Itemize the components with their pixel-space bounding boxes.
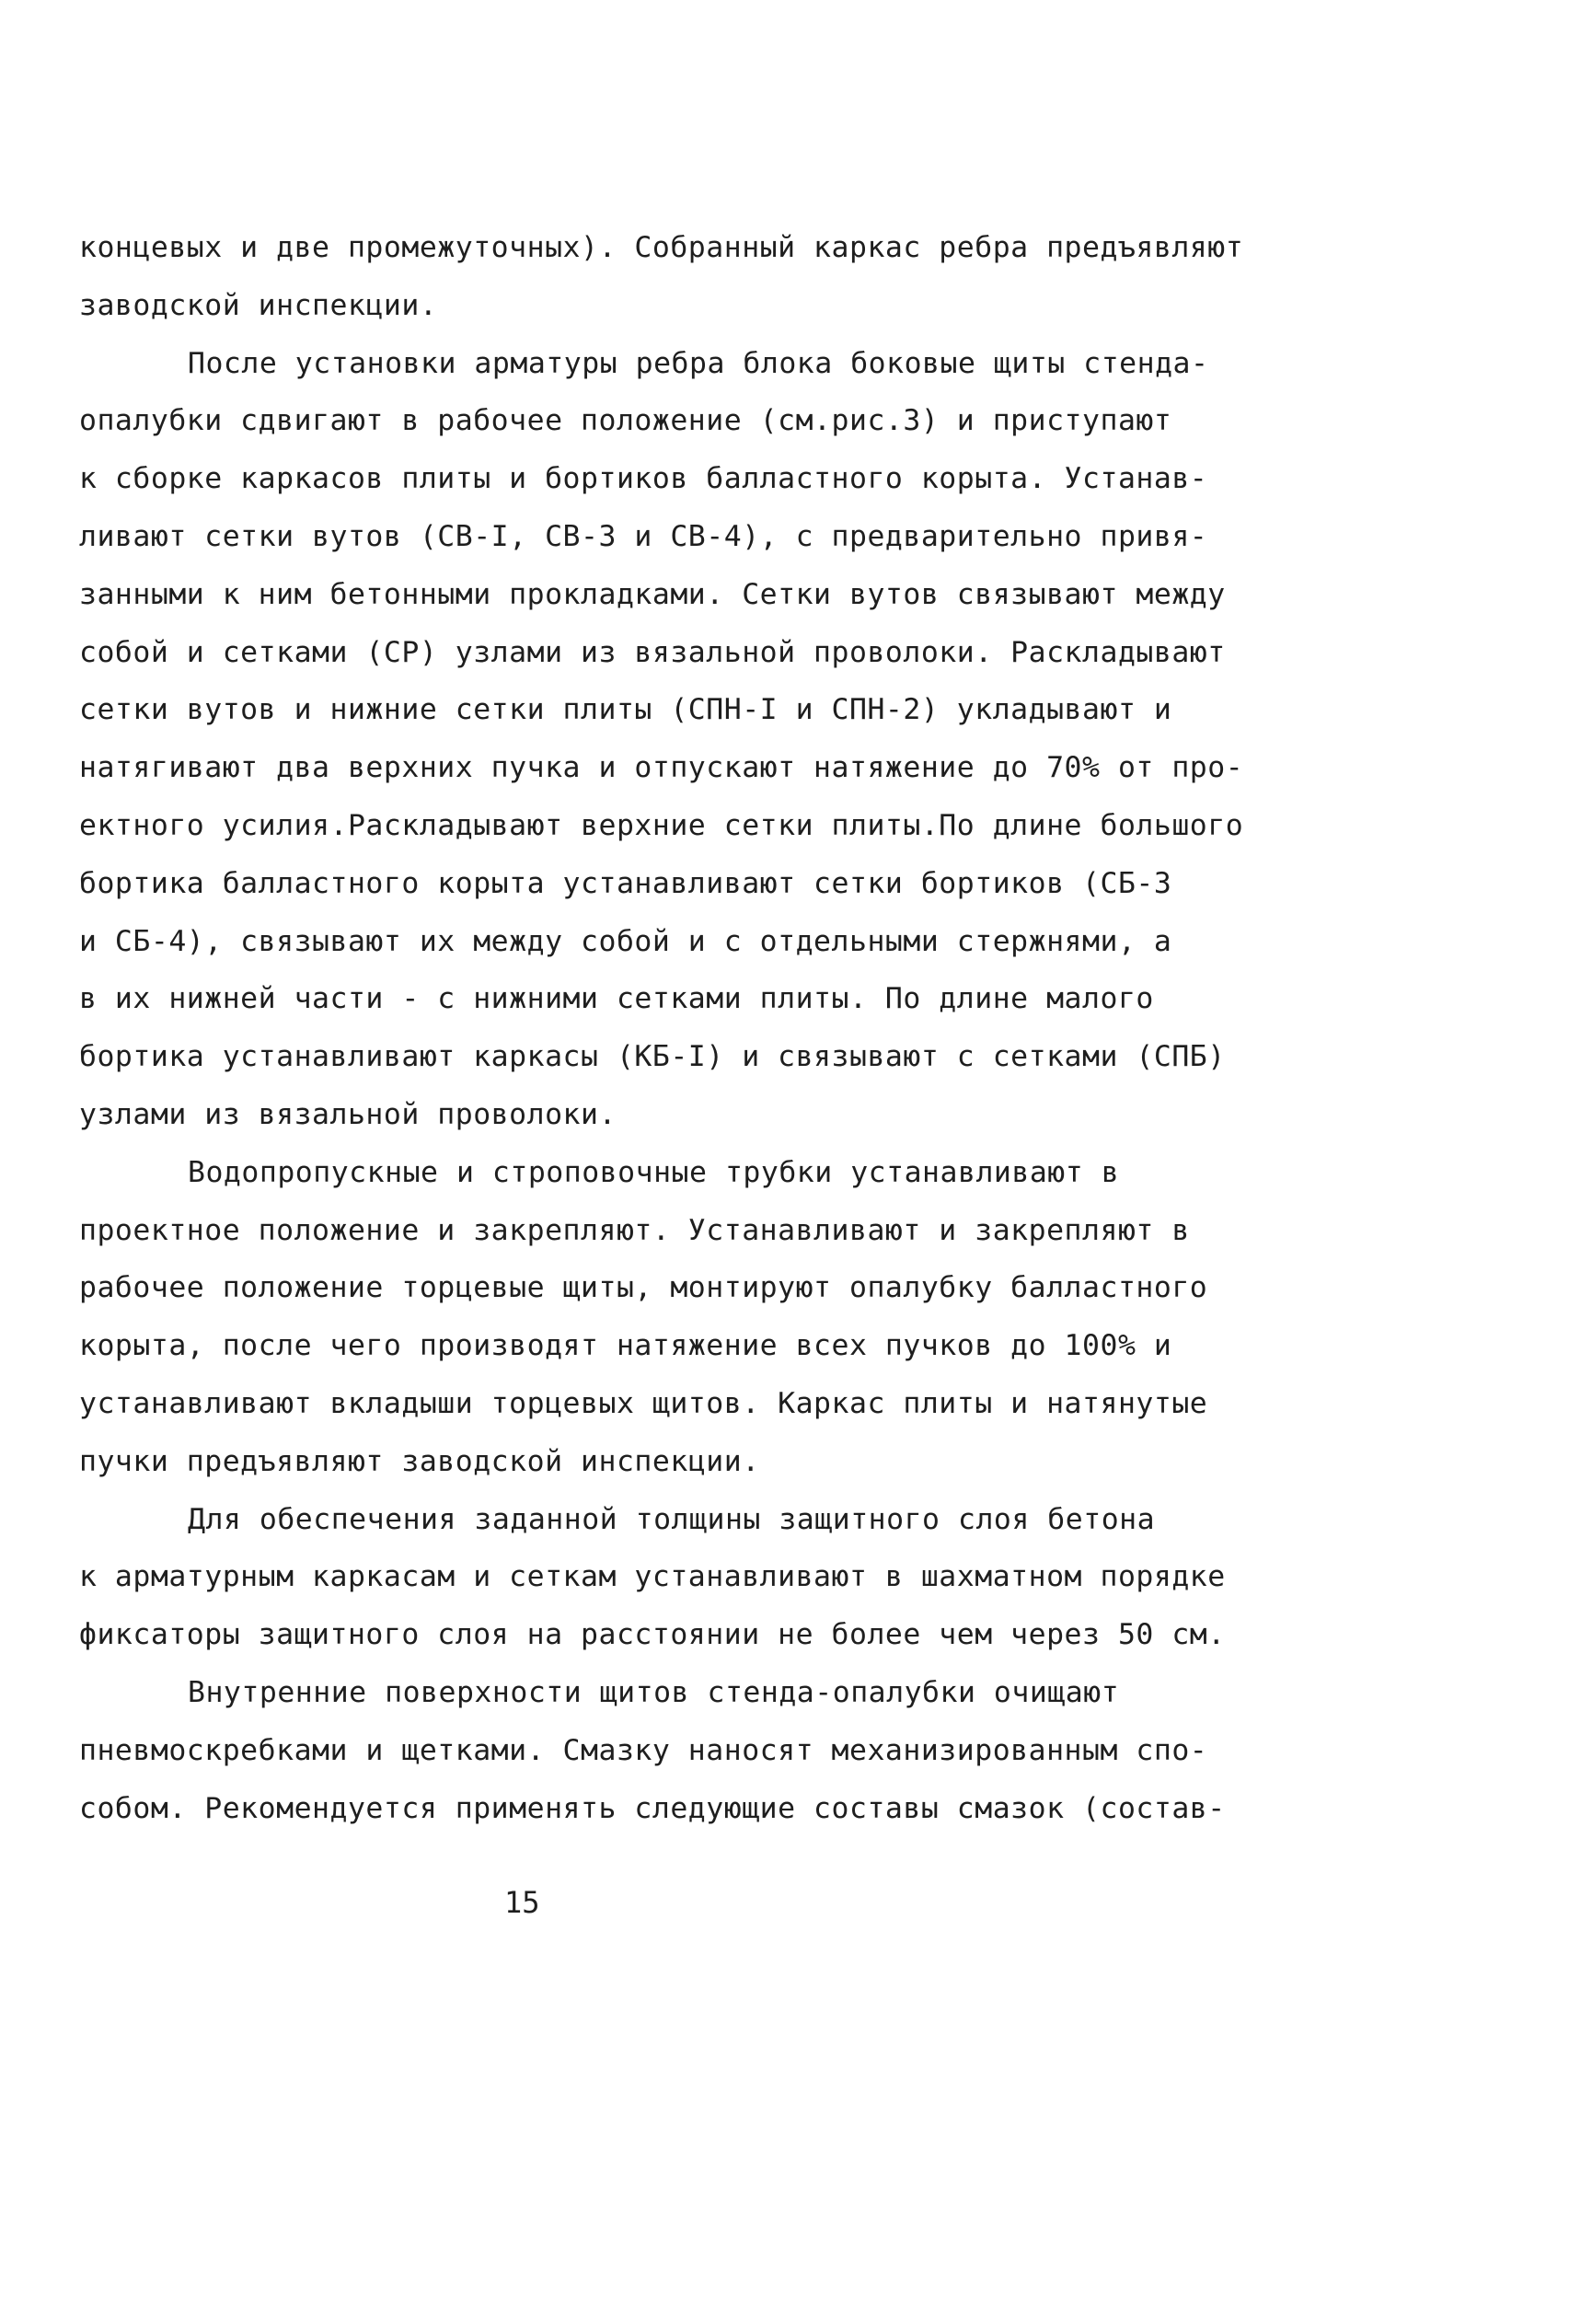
body-text <box>79 219 1266 1837</box>
text-line: концевых и две промежуточных). Собранный каркас ребра предъявляют <box>79 231 1244 264</box>
text-line: бортика устанавливают каркасы (КБ-I) и связывают с сетками (СПБ) <box>79 1040 1226 1074</box>
text-line: узлами из вязальной проволоки. <box>79 1097 617 1131</box>
text-line: ливают сетки вутов (СВ-I, СВ-3 и СВ-4), с предварительно привя- <box>79 519 1208 553</box>
text-line: пучки предъявляют заводской инспекции. <box>79 1444 760 1478</box>
text-line: к арматурным каркасам и сеткам устанавливают в шахматном порядке <box>79 1560 1226 1594</box>
text-line: к сборке каркасов плиты и бортиков балластного корыта. Устанав- <box>79 462 1208 496</box>
paragraph-start-line: Для обеспечения заданной толщины защитного слоя бетона <box>188 1502 1156 1536</box>
text-line: и СБ-4), связывают их между собой и с отдельными стержнями, а <box>79 924 1172 958</box>
text-line: в их нижней части - с нижними сетками плиты. По длине малого <box>79 982 1154 1016</box>
text-line: заводской инспекции. <box>79 288 438 322</box>
text-line: опалубки сдвигают в рабочее положение (см.рис.3) и приступают <box>79 404 1172 438</box>
text-line: занными к ним бетонными прокладками. Сетки вутов связывают между <box>79 577 1226 611</box>
text-line: проектное положение и закрепляют. Устанавливают и закрепляют в <box>79 1213 1190 1247</box>
text-line: сетки вутов и нижние сетки плиты (СПН-I и СПН-2) укладывают и <box>79 693 1172 727</box>
text-line: фиксаторы защитного слоя на расстоянии не более чем через 50 см. <box>79 1618 1226 1652</box>
text-line: корыта, после чего производят натяжение всех пучков до 100% и <box>79 1329 1172 1363</box>
text-line: рабочее положение торцевые щиты, монтируют опалубку балластного <box>79 1271 1208 1305</box>
text-line: собом. Рекомендуется применять следующие составы смазок (состав- <box>79 1791 1226 1825</box>
text-line: устанавливают вкладыши торцевых щитов. Каркас плиты и натянутые <box>79 1386 1208 1420</box>
text-line: бортика балластного корыта устанавливают сетки бортиков (СБ-3 <box>79 866 1172 900</box>
text-line: натягивают два верхних пучка и отпускают натяжение до 70% от про- <box>79 751 1244 785</box>
page-number: 15 <box>504 1885 540 1920</box>
text-line: собой и сетками (СР) узлами из вязальной проволоки. Раскладывают <box>79 635 1226 669</box>
text-line: ектного усилия.Раскладывают верхние сетки плиты.По длине большого <box>79 808 1244 842</box>
paragraph-start-line: Внутренние поверхности щитов стенда-опалубки очищают <box>188 1675 1120 1709</box>
paragraph-start-line: После установки арматуры ребра блока боковые щиты стенда- <box>188 346 1209 380</box>
paragraph-start-line: Водопропускные и строповочные трубки устанавливают в <box>188 1155 1120 1189</box>
text-line: пневмоскребками и щетками. Смазку наносят механизированным спо- <box>79 1733 1208 1767</box>
